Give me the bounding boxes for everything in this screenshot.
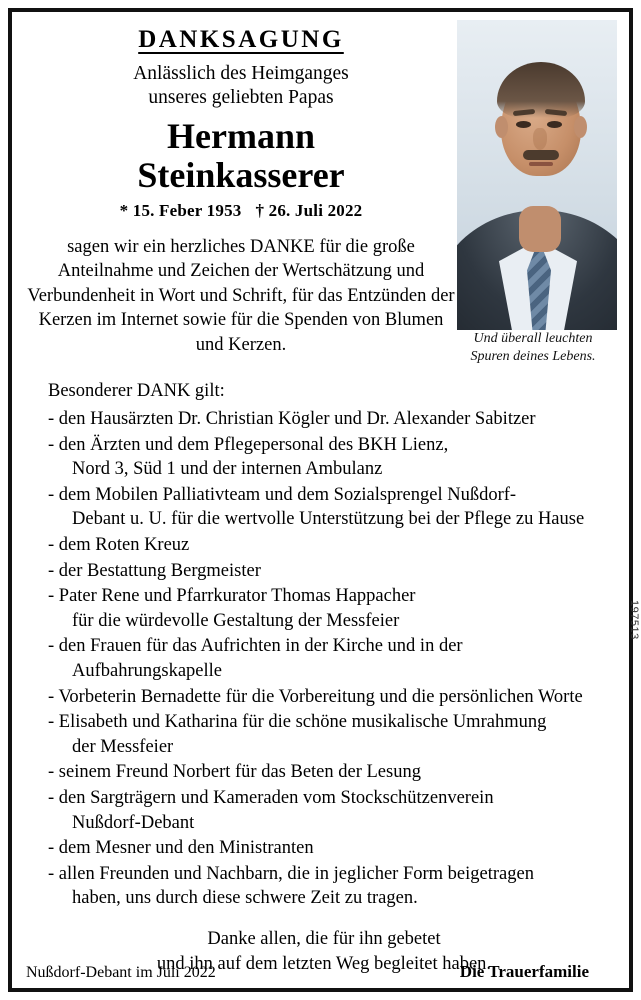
reference-code: 197513 <box>628 600 640 640</box>
photo-caption-line-1: Und überall leuchten <box>473 331 593 346</box>
list-item <box>48 836 615 861</box>
subtitle <box>26 62 456 111</box>
list-item-text: - dem Mobilen Palliativteam und dem Sozialsprengel Nußdorf- <box>48 484 517 505</box>
list-item-text: - allen Freunden und Nachbarn, die in jeglicher Form beigetragen <box>48 863 534 884</box>
portrait-mouth <box>529 162 553 166</box>
list-item-text: - den Hausärzten Dr. Christian Kögler und Dr. Alexander Sabitzer <box>48 409 536 430</box>
thanks-section <box>26 379 615 910</box>
list-item <box>48 433 615 482</box>
list-item-text: - dem Mesner und den Ministranten <box>48 838 314 859</box>
list-item-text: - den Sargträgern und Kameraden vom Stockschützenverein <box>48 787 494 808</box>
list-item-continuation: für die würdevolle Gestaltung der Messfeier <box>72 610 400 631</box>
portrait-nose <box>533 128 547 150</box>
list-item-continuation: haben, uns durch diese schwere Zeit zu tragen. <box>72 888 418 909</box>
portrait-image <box>457 20 617 330</box>
deceased-first-name: Hermann <box>167 115 315 156</box>
subtitle-line-1: Anlässlich des Heimganges <box>133 63 349 84</box>
list-item-text: - den Frauen für das Aufrichten in der Kirche und in der <box>48 636 463 657</box>
life-dates <box>26 201 456 221</box>
card-content <box>12 12 629 988</box>
closing-line-1: Danke allen, die für ihn gebetet <box>207 928 441 949</box>
list-item <box>48 685 615 710</box>
list-item <box>48 483 615 532</box>
closing-line-2: und ihn auf dem letzten Weg begleitet haben. <box>156 953 492 974</box>
list-item-text: - den Ärzten und dem Pflegepersonal des BKH Lienz, <box>48 434 449 455</box>
list-item <box>48 710 615 759</box>
list-item <box>48 559 615 584</box>
death-date: † 26. Juli 2022 <box>255 200 363 220</box>
list-item-text: - Elisabeth und Katharina für die schöne musikalische Umrahmung <box>48 712 547 733</box>
portrait-mustache <box>523 150 559 160</box>
intro-paragraph: sagen wir ein herzliches DANKE für die große Anteilnahme und Zeichen der Wertschätzung und Verbundenheit in Wort und Schrift, für das Entzünden der Kerzen im Internet sowie für die Spenden von Blumen und Kerzen. <box>27 236 455 355</box>
portrait-ear-right <box>574 116 587 138</box>
header-block <box>26 26 456 221</box>
portrait-eye-right <box>547 121 562 128</box>
portrait-neck <box>519 206 561 252</box>
portrait-eye-left <box>516 121 531 128</box>
list-item-text: - seinem Freund Norbert für das Beten der Lesung <box>48 762 421 783</box>
photo-caption-line-2: Spuren deines Lebens. <box>470 348 596 364</box>
list-item-text: - der Bestattung Bergmeister <box>48 560 261 581</box>
list-item <box>48 786 615 835</box>
list-item <box>48 407 615 432</box>
list-item <box>48 634 615 683</box>
list-item <box>48 584 615 633</box>
portrait-photo <box>457 20 617 330</box>
thanks-title: Besonderer DANK gilt: <box>48 381 225 402</box>
page-title: DANKSAGUNG <box>138 26 344 53</box>
list-item-continuation: Aufbahrungskapelle <box>72 661 223 681</box>
list-item-text: - dem Roten Kreuz <box>48 535 190 556</box>
list-item <box>48 760 615 785</box>
list-item-continuation: Nord 3, Süd 1 und der internen Ambulanz <box>72 459 383 480</box>
card-footer <box>26 962 615 982</box>
list-item-continuation: Nußdorf-Debant <box>72 812 195 833</box>
portrait-ear-left <box>495 116 508 138</box>
list-item-continuation: der Messfeier <box>72 736 174 757</box>
photo-caption <box>449 330 617 365</box>
card-border-frame <box>8 8 633 992</box>
birth-date: * 15. Feber 1953 <box>119 200 242 220</box>
subtitle-line-2: unseres geliebten Papas <box>148 87 334 109</box>
list-item <box>48 862 615 911</box>
list-item-continuation: Debant u. U. für die wertvolle Unterstützung bei der Pflege zu Hause <box>72 509 585 530</box>
list-item <box>48 533 615 558</box>
footer-place-date: Nußdorf-Debant im Juli 2022 <box>26 964 216 981</box>
list-item-text: - Vorbeterin Bernadette für die Vorbereitung und die persönlichen Worte <box>48 686 583 707</box>
deceased-last-name: Steinkasserer <box>137 154 345 195</box>
footer-family: Die Trauerfamilie <box>459 962 589 981</box>
list-item-text: - Pater Rene und Pfarrkurator Thomas Happacher <box>48 586 416 607</box>
